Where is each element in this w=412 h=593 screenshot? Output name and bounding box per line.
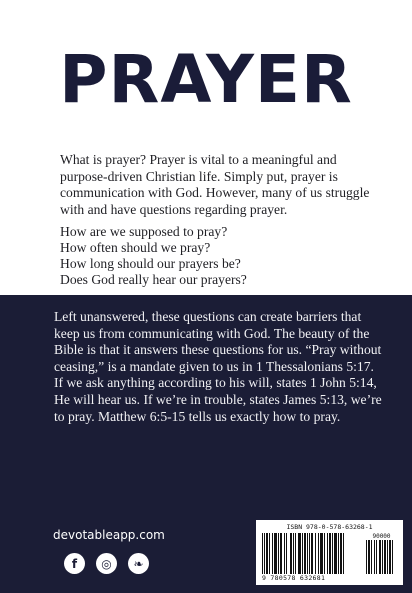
twitter-icon[interactable]: ❧ [128,553,149,574]
intro-paragraph: What is prayer? Prayer is vital to a meaningful and purpose-driven Christian life. Simply put, prayer is communication with God. However, many of us struggle with and have questions regarding prayer. [60,152,370,217]
question-item: Does God really hear our prayers? [60,272,247,287]
facebook-icon[interactable]: f [64,553,85,574]
barcode-addon-bars [366,540,397,574]
top-section [0,0,412,295]
question-item: How often should we pray? [60,240,211,255]
ean-number: 9 780578 632681 [262,574,326,582]
page-title: PRAYER [59,41,353,118]
question-list [60,224,380,288]
question-item: How are we supposed to pray? [60,224,228,239]
isbn-label: ISBN 978-0-578-63268-1 [286,523,373,531]
barcode-space [344,533,345,574]
question-item: How long should our prayers be? [60,256,241,271]
barcode-stripe [392,540,393,574]
barcode-main-bars [262,533,362,574]
website-link[interactable]: devotableapp.com [53,528,165,542]
body-paragraph: Left unanswered, these questions can create barriers that keep us from communicating with God. The beauty of the Bible is that it answers these questions for us. “Pray without ceasing,” is a mandate given to us in 1 Thessalonians 5:17. If we ask anything according to his will, states 1 John 5:14, He will hear us. If we’re in trouble, states James 5:13, we’re to pray. Matthew 6:5-15 tells us exactly how to pray. [54,309,382,424]
isbn-barcode [256,520,403,585]
price-code: 90000 [372,533,391,540]
bottom-section [0,295,412,593]
barcode-addon [366,533,397,574]
social-icons [64,553,149,574]
instagram-icon[interactable]: ◎ [96,553,117,574]
barcode-bars [262,533,397,574]
